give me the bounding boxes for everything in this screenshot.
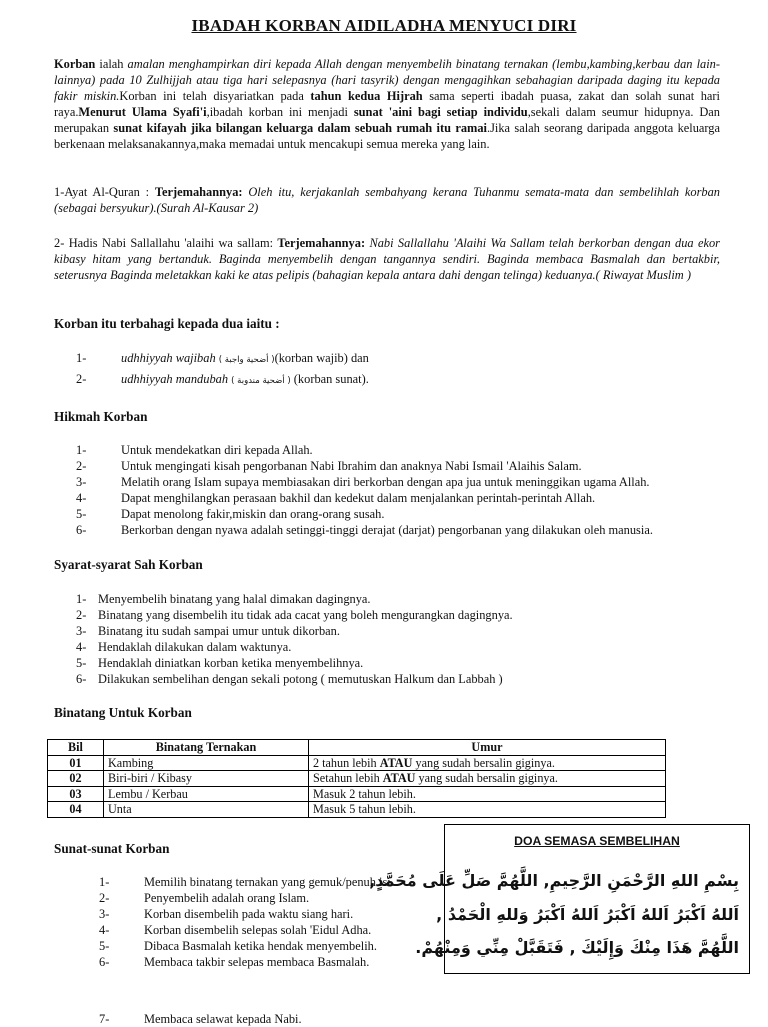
doa-box — [369, 824, 750, 974]
umur-cell: Setahun lebih ATAU yang sudah bersalin giginya. — [309, 771, 666, 787]
ayat-prefix: 1-Ayat Al-Quran : — [54, 185, 155, 199]
hikmah-heading: Hikmah Korban — [54, 409, 148, 424]
umur-cell: 2 tahun lebih ATAU yang sudah bersalin giginya. — [309, 755, 666, 771]
item-number: 6- — [99, 955, 110, 969]
item-text: Memilih binatang ternakan yang gemuk/penuh isi. — [144, 875, 394, 889]
item-number: 3- — [76, 475, 87, 489]
item-number: 5- — [76, 507, 87, 521]
korban-term: Korban — [54, 57, 96, 71]
intro-text-5: .Jika salah seorang daripada anggota keluarga berkenaan melaksanakannya,maka memadai untuk mencakupi semua mereka yang lain. — [54, 121, 720, 151]
doa-title: DOA SEMASA SEMBELIHAN — [514, 834, 680, 848]
item-number: 3- — [99, 907, 110, 921]
umur-cell: Masuk 5 tahun lebih. — [309, 802, 666, 818]
item-text: Hendaklah dilakukan dalam waktunya. — [98, 640, 292, 654]
intro-bold-sunat-aini: sunat 'aini bagi setiap individu — [353, 105, 528, 119]
bil-cell: 02 — [48, 771, 104, 787]
binatang-cell: Biri-biri / Kibasy — [104, 771, 309, 787]
ayat-translation: Oleh itu, kerjakanlah sembahyang kerana Tuhanmu semata-mata dan sembelihlah korban (sebagai bersyukur).(Surah Al-Kausar 2) — [54, 185, 720, 215]
terbahagi-rest: (korban wajib) dan — [274, 351, 369, 365]
item-number: 5- — [76, 656, 87, 670]
column-header: Umur — [309, 740, 666, 756]
terbahagi-heading: Korban itu terbahagi kepada dua iaitu : — [54, 316, 280, 331]
item-number: 4- — [99, 923, 110, 937]
item-number: 6- — [76, 672, 87, 686]
intro-ialah: ialah — [95, 57, 128, 71]
item-number: 1- — [99, 875, 110, 889]
table-row — [48, 786, 666, 802]
terbahagi-rest: (korban sunat). — [290, 372, 369, 386]
item-text: Korban disembelih selepas solah 'Eidul Adha. — [144, 923, 372, 937]
intro-bold-sunat-kifayah: sunat kifayah jika bilangan keluarga dalam sebuah rumah itu ramai — [113, 121, 487, 135]
bil-cell: 04 — [48, 802, 104, 818]
item-text: Melatih orang Islam supaya membiasakan diri berkorban dengan apa jua untuk meninggikan ugama Allah. — [121, 475, 650, 489]
hadis-terjemahan-label: Terjemahannya: — [277, 236, 366, 250]
umur-cell: Masuk 2 tahun lebih. — [309, 786, 666, 802]
table-row — [48, 802, 666, 818]
intro-text-4: ,sekali dalam seumur hidupnya. Dan merupakan — [54, 105, 720, 135]
doa-line: اللَّهُمَّ هَذَا مِنْكَ وَإِلَيْكَ , فَتَقَبَّلْ مِنِّي وَمِنْهُمْ. — [415, 938, 739, 957]
item-text: Dapat menghilangkan perasaan bakhil dan kedekut dalam menjalankan perintah-perintah Allah. — [121, 491, 596, 505]
item-number: 1- — [76, 443, 87, 457]
binatang-heading: Binatang Untuk Korban — [54, 705, 192, 720]
item-text: Membaca takbir selepas membaca Basmalah. — [144, 955, 370, 969]
terbahagi-term: udhhiyyah mandubah — [121, 372, 229, 386]
doa-line: اَللهُ اَكْبَرُ اَللهُ اَكْبَرُ اَللهُ اَكْبَرُ وَللهِ الْحَمْدُ , — [436, 905, 739, 924]
column-header: Bil — [48, 740, 104, 756]
intro-bold-ulama: Menurut Ulama Syafi'i — [78, 105, 207, 119]
item-number: 7- — [99, 1012, 110, 1026]
item-text: Binatang yang disembelih itu tidak ada cacat yang boleh mengurangkan dagingnya. — [98, 608, 513, 622]
item-number: 1- — [76, 592, 87, 606]
column-header: Binatang Ternakan — [104, 740, 309, 756]
intro-text-1: Korban ini telah disyariatkan pada — [119, 89, 311, 103]
terbahagi-term: udhhiyyah wajibah — [121, 351, 216, 365]
korban-definition: amalan menghampirkan diri kepada Allah dengan menyembelih binatang ternakan (lembu,kambing,kerbau dan lain-lainnya) pada 10 Zulhijjah atau tiga hari selepasnya (hari tasyrik) dengan mengagihkan sebahagian daripada daging itu kepada fakir miskin. — [54, 57, 720, 103]
item-number: 6- — [76, 523, 87, 537]
document-title: IBADAH KORBAN AIDILADHA MENYUCI DIRI — [191, 16, 577, 35]
hadis-translation: Nabi Sallallahu 'Alaihi Wa Sallam telah berkorban dengan dua ekor kibasy hitam yang bertanduk. Baginda menyembelih dengan tangannya sendiri. Baginda membaca Basmalah dan bertakbir, seterusnya Baginda meletakkan kaki ke atas pelipis (bahagian kepala antara dahi dengan telinga) keduanya.( Riwayat Muslim ) — [54, 236, 720, 282]
item-text: Untuk mengingati kisah pengorbanan Nabi Ibrahim dan anaknya Nabi Ismail 'Alaihis Salam. — [121, 459, 582, 473]
intro-paragraph — [54, 56, 720, 152]
item-text: Penyembelih adalah orang Islam. — [144, 891, 310, 905]
table-row — [48, 755, 666, 771]
item-number: 3- — [76, 624, 87, 638]
bil-cell: 03 — [48, 786, 104, 802]
binatang-cell: Lembu / Kerbau — [104, 786, 309, 802]
intro-text-3: ,ibadah korban ini menjadi — [206, 105, 354, 119]
intro-text-2: sama seperti ibadah puasa, zakat dan solah sunat hari raya. — [54, 89, 720, 119]
ayat-paragraph — [54, 184, 720, 216]
table-row — [48, 771, 666, 787]
item-number: 2- — [76, 372, 87, 386]
item-text: Dilakukan sembelihan dengan sekali potong ( memutuskan Halkum dan Labbah ) — [98, 672, 503, 686]
item-text: Binatang itu sudah sampai umur untuk dikorban. — [98, 624, 340, 638]
item-number: 4- — [76, 491, 87, 505]
bil-cell: 01 — [48, 755, 104, 771]
item-text: Untuk mendekatkan diri kepada Allah. — [121, 443, 313, 457]
item-text: Dibaca Basmalah ketika hendak menyembelih. — [144, 939, 377, 953]
binatang-cell: Unta — [104, 802, 309, 818]
syarat-heading: Syarat-syarat Sah Korban — [54, 557, 203, 572]
animals-table — [47, 739, 666, 818]
doa-line: بِسْمِ اللهِ الرَّحْمَنِ الرَّحِيمِ, اللَّهُمَّ صَلِّ عَلَى مُحَمَّدٍ, — [369, 871, 739, 890]
hadis-prefix: 2- Hadis Nabi Sallallahu 'alaihi wa sallam: — [54, 236, 278, 250]
item-text: Membaca selawat kepada Nabi. — [144, 1012, 302, 1026]
arabic-term: ( أضحية مندوبة ) — [231, 376, 291, 386]
item-number: 2- — [76, 459, 87, 473]
item-number: 5- — [99, 939, 110, 953]
sunat-heading: Sunat-sunat Korban — [54, 841, 170, 856]
item-number: 1- — [76, 351, 87, 365]
item-number: 2- — [76, 608, 87, 622]
table-header-row — [48, 740, 666, 756]
item-text: Korban disembelih pada waktu siang hari. — [144, 907, 354, 921]
binatang-cell: Kambing — [104, 755, 309, 771]
item-number: 4- — [76, 640, 87, 654]
item-text: Menyembelih binatang yang halal dimakan dagingnya. — [98, 592, 371, 606]
ayat-terjemahan-label: Terjemahannya: — [154, 185, 243, 199]
hadis-paragraph — [54, 235, 720, 283]
item-text: Dapat menolong fakir,miskin dan orang-orang susah. — [121, 507, 385, 521]
item-number: 2- — [99, 891, 110, 905]
arabic-term: ( أضحية واجبة ) — [218, 355, 275, 365]
intro-bold-hijrah: tahun kedua Hijrah — [310, 89, 423, 103]
item-text: Hendaklah diniatkan korban ketika menyembelihnya. — [98, 656, 364, 670]
item-text: Berkorban dengan nyawa adalah setinggi-tinggi derajat (darjat) pengorbanan yang dilakukan oleh manusia. — [121, 523, 653, 537]
